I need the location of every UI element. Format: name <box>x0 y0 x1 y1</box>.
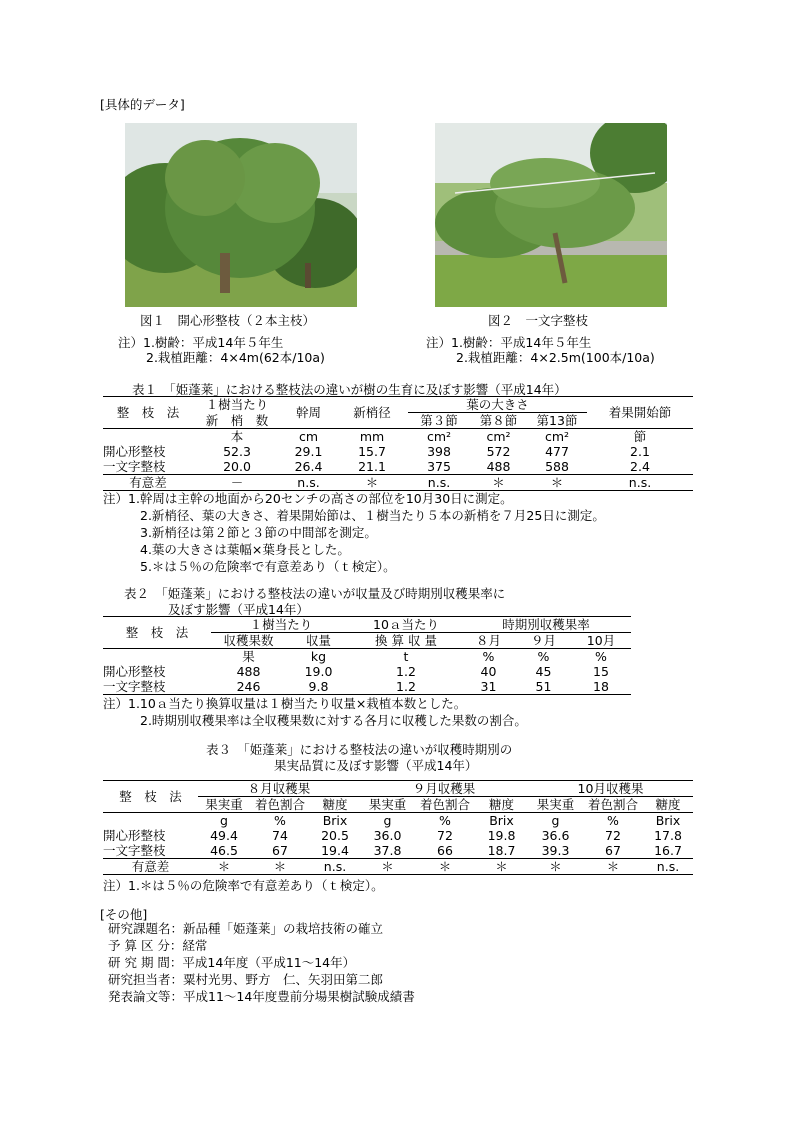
cell: 67 <box>272 843 288 858</box>
table3-unit: Brix <box>322 813 348 828</box>
cell: n.s. <box>297 475 320 490</box>
publications: 発表論文等：平成11～14年度豊前分場果樹試験成績書 <box>108 989 415 1004</box>
table1-note: 4.葉の大きさは葉幅×葉身長とした。 <box>140 542 350 557</box>
table2-header-per-tree: １樹当たり <box>211 617 351 633</box>
row-label: 有意差 <box>131 859 170 874</box>
cell: 37.8 <box>373 843 402 858</box>
cell: 19.4 <box>321 843 349 858</box>
table3-header-method: 整 枝 法 <box>119 789 182 804</box>
table3-subheader: 糖度 <box>488 797 514 812</box>
table3-subheader: 糖度 <box>322 797 348 812</box>
research-period: 研 究 期 間：平成14年度（平成11～14年） <box>108 955 356 970</box>
table2-header-per10a: 10ａ当たり <box>351 617 461 633</box>
table3-unit: g <box>551 813 560 828</box>
table1-header-node13: 第13節 <box>536 413 578 428</box>
row-label: 開心形整枝 <box>103 444 166 459</box>
section-header: [具体的データ] <box>100 97 185 112</box>
table3-header-oct: 10月収穫果 <box>528 781 693 797</box>
cell: 17.8 <box>654 828 682 843</box>
cell: 9.8 <box>308 679 329 694</box>
table-row <box>103 444 693 459</box>
table-row <box>103 459 693 475</box>
row-label: 一文字整枝 <box>103 843 166 858</box>
table1-unit: 本 <box>230 429 244 444</box>
cell: 72 <box>437 828 453 843</box>
cell: 72 <box>605 828 621 843</box>
table3-unit: g <box>383 813 392 828</box>
row-label: 開心形整枝 <box>103 828 166 843</box>
budget-category: 予 算 区 分：経常 <box>108 938 208 953</box>
researchers: 研究担当者：粟村光男、野方 仁、矢羽田第二郎 <box>108 972 384 987</box>
table2-header-rate: 時期別収穫果率 <box>461 617 631 633</box>
cell: ＊ <box>492 475 505 490</box>
table1-notes <box>103 490 605 575</box>
cell: 2.4 <box>630 459 650 474</box>
table2-header-method: 整 枝 法 <box>125 625 189 640</box>
table1-note: 注）1.幹周は主幹の地面から20センチの高さの部位を10月30日に測定。 <box>103 491 513 506</box>
cell: 588 <box>545 459 569 474</box>
table2-unit: % <box>537 649 550 664</box>
cell: 15.7 <box>358 444 386 459</box>
table2-header-count: 収穫果数 <box>223 633 274 648</box>
cell: n.s. <box>427 475 451 490</box>
table1-header-shoot-count: 新 梢 数 <box>205 412 269 428</box>
cell: n.s. <box>656 859 680 874</box>
table-row <box>103 859 693 875</box>
table2-note: 注）1.10ａ当たり換算収量は１樹当たり収量×栽植本数とした。 <box>103 696 467 711</box>
cell: ＊ <box>365 475 379 490</box>
cell: ＊ <box>606 859 620 874</box>
row-label: 一文字整枝 <box>103 459 166 474</box>
table1-note: 2.新梢径、葉の大きさ、着果開始節は、１樹当たり５本の新梢を７月25日に測定。 <box>140 508 605 523</box>
row-label: 有意差 <box>129 475 167 490</box>
cell: 1.2 <box>396 679 416 694</box>
table3-subheader: 果実重 <box>536 797 575 812</box>
table3-unit: % <box>274 813 286 828</box>
cell: 1.2 <box>396 664 416 679</box>
cell: － <box>230 475 244 490</box>
cell: 16.7 <box>654 843 682 858</box>
row-label: 開心形整枝 <box>103 664 166 679</box>
cell: 477 <box>545 444 569 459</box>
table1-header-fruit-start: 着果開始節 <box>608 405 672 420</box>
cell: 46.5 <box>210 843 238 858</box>
table3-units-row <box>103 813 693 829</box>
table1-header-node3: 第３節 <box>420 413 458 428</box>
cell: 19.0 <box>304 664 333 679</box>
table1-unit: cm² <box>426 429 452 444</box>
table2-unit: t <box>403 649 409 664</box>
cell: 31 <box>480 679 497 694</box>
table2-unit: 果 <box>242 649 255 664</box>
cell: 19.8 <box>487 828 516 843</box>
other-header: [その他] <box>100 907 148 922</box>
table1-unit: cm <box>298 429 319 444</box>
cell: 67 <box>605 843 621 858</box>
table-row <box>103 664 631 679</box>
row-label: 一文字整枝 <box>103 679 166 694</box>
cell: 2.1 <box>630 444 650 459</box>
table2-unit: % <box>595 649 607 664</box>
cell: 45 <box>535 664 552 679</box>
table3-subheader: 果実重 <box>205 797 243 812</box>
table-row <box>103 843 693 859</box>
figure-2-note-2: 2.栽植距離：4×2.5m(100本/10a) <box>456 350 655 365</box>
table2-notes <box>103 695 527 729</box>
other-info <box>108 920 415 1005</box>
figure-1-photo <box>125 123 357 307</box>
table3-unit: % <box>439 813 451 828</box>
table3-unit: Brix <box>655 813 681 828</box>
cell: 18.7 <box>487 843 516 858</box>
table3-unit: Brix <box>489 813 514 828</box>
cell: 20.5 <box>321 828 349 843</box>
cell: 20.0 <box>223 459 251 474</box>
table1-header-trunk: 幹周 <box>295 405 321 420</box>
table1-header-method: 整 枝 法 <box>116 405 180 420</box>
table2-units-row <box>103 649 631 665</box>
table3-subheader: 着色割合 <box>419 797 470 812</box>
table2-unit: kg <box>310 649 327 664</box>
figure-2-caption: 図２ 一文字整枝 <box>488 313 589 328</box>
table1-header-per-tree: １樹当たり <box>205 397 269 413</box>
table3-title-1: 表３ 「姫蓬莱」における整枝法の違いが収穫時期別の <box>206 742 513 757</box>
cell: n.s. <box>323 859 347 874</box>
table3-unit: g <box>220 813 228 828</box>
table2-title-1: 表２ 「姫蓬莱」における整枝法の違いが収量及び時期別収穫果率に <box>124 586 506 601</box>
table1-unit: 節 <box>633 429 647 444</box>
table-row <box>103 475 693 491</box>
table3-header-aug: ８月収穫果 <box>198 781 360 797</box>
table1-header-node8: 第８節 <box>479 413 518 428</box>
cell: 52.3 <box>223 444 251 459</box>
table1-unit: mm <box>359 429 385 444</box>
table3-header-sep: ９月収穫果 <box>360 781 528 797</box>
table1 <box>103 396 693 491</box>
cell: 74 <box>272 828 288 843</box>
table3-unit: % <box>607 813 619 828</box>
table-row <box>103 679 631 695</box>
cell: 36.0 <box>373 828 402 843</box>
table2-header-yield: 収量 <box>305 633 331 648</box>
figure-1-note-1: 注）1.樹齢：平成14年５年生 <box>118 335 284 350</box>
cell: 66 <box>437 843 453 858</box>
figure-2-note-1: 注）1.樹齢：平成14年５年生 <box>426 335 592 350</box>
cell: 398 <box>427 444 451 459</box>
cell: ＊ <box>273 859 287 874</box>
cell: ＊ <box>381 859 394 874</box>
table1-note: 5.＊は５％の危険率で有意差あり（ｔ検定）。 <box>140 559 396 574</box>
table1-title: 表１ 「姫蓬莱」における整枝法の違いが樹の生育に及ぼす影響（平成14年） <box>132 382 567 397</box>
table-row <box>103 828 693 843</box>
table1-note: 3.新梢径は第２節と３節の中間部を測定。 <box>140 525 377 540</box>
cell: 39.3 <box>541 843 570 858</box>
table2-header-converted: 換 算 収 量 <box>375 633 437 648</box>
figure-1-note-2: 2.栽植距離：4×4m(62本/10a) <box>146 350 325 365</box>
cell: 488 <box>236 664 261 679</box>
cell: 36.6 <box>541 828 570 843</box>
table2-title-2: 及ぼす影響（平成14年） <box>168 602 309 617</box>
figure-1-caption: 図１ 開心形整枝（２本主枝） <box>140 313 316 328</box>
table2-header-sep: ９月 <box>530 633 556 648</box>
cell: 40 <box>480 664 497 679</box>
table1-unit: cm² <box>486 429 511 444</box>
table1-header-shoot-dia: 新梢径 <box>353 405 391 420</box>
table3 <box>103 780 693 875</box>
table3-subheader: 着色割合 <box>587 797 638 812</box>
cell: ＊ <box>550 475 564 490</box>
research-title: 研究課題名：新品種「姫蓬莱」の栽培技術の確立 <box>108 921 384 936</box>
table3-subheader: 果実重 <box>368 797 407 812</box>
cell: 246 <box>236 679 261 694</box>
cell: ＊ <box>438 859 452 874</box>
cell: 572 <box>486 444 511 459</box>
table3-subheader: 糖度 <box>655 797 681 812</box>
cell: ＊ <box>495 859 508 874</box>
cell: 15 <box>593 664 609 679</box>
cell: 18 <box>593 679 609 694</box>
table3-subheader: 着色割合 <box>254 797 305 812</box>
table2 <box>103 616 631 695</box>
cell: 51 <box>535 679 552 694</box>
table2-unit: % <box>482 649 495 664</box>
cell: n.s. <box>628 475 652 490</box>
cell: 21.1 <box>358 459 386 474</box>
table1-header-leaf: 葉の大きさ <box>408 397 587 413</box>
table2-note: 2.時期別収穫果率は全収穫果数に対する各月に収穫した果数の割合。 <box>140 713 527 728</box>
cell: 49.4 <box>210 828 238 843</box>
table2-header-aug: ８月 <box>475 633 501 648</box>
figure-2-photo <box>435 123 667 307</box>
cell: 26.4 <box>294 459 323 474</box>
cell: 29.1 <box>294 444 323 459</box>
table2-header-oct: 10月 <box>586 633 616 648</box>
cell: ＊ <box>217 859 231 874</box>
cell: 375 <box>427 459 451 474</box>
table3-note: 注）1.＊は５％の危険率で有意差あり（ｔ検定）。 <box>103 878 384 893</box>
table1-unit: cm² <box>544 429 570 444</box>
table3-title-2: 果実品質に及ぼす影響（平成14年） <box>274 758 478 773</box>
cell: ＊ <box>549 859 562 874</box>
table1-units-row <box>103 429 693 445</box>
cell: 488 <box>486 459 511 474</box>
